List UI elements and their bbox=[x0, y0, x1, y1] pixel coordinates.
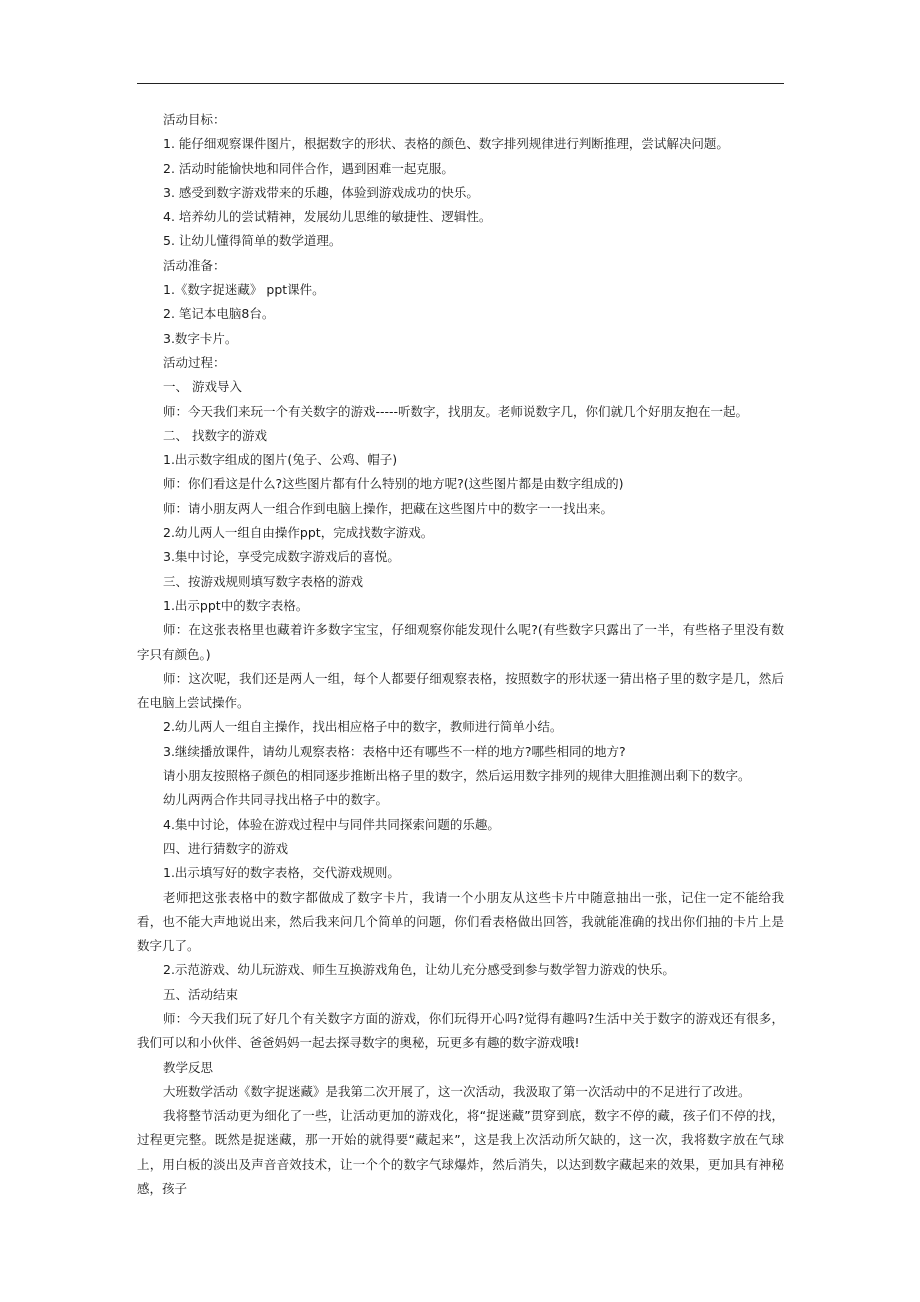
paragraph: 我将整节活动更为细化了一些，让活动更加的游戏化，将“捉迷藏”贯穿到底，数字不停的藏，孩子们不停的找，过程更完整。既然是捉迷藏，那一开始的就得要“藏起来”，这是我上次活动所欠缺的，这一次，我将数字放在气球上，用白板的淡出及声音音效技术，让一个个的数字气球爆炸，然后消失，以达到数字藏起来的效果，更加具有神秘感，孩子 bbox=[137, 1108, 784, 1197]
paragraph: 幼儿两两合作共同寻找出格子中的数字。 bbox=[163, 792, 389, 808]
paragraph: 2.幼儿两人一组自由操作ppt，完成找数字游戏。 bbox=[163, 525, 434, 541]
header-rule bbox=[137, 83, 784, 84]
paragraph: 教学反思 bbox=[163, 1059, 214, 1075]
paragraph: 2. 笔记本电脑8台。 bbox=[163, 306, 275, 322]
paragraph: 1.出示数字组成的图片(兔子、公鸡、帽子) bbox=[163, 452, 398, 468]
paragraph: 4. 培养幼儿的尝试精神，发展幼儿思维的敏捷性、逻辑性。 bbox=[163, 209, 492, 225]
paragraph: 1.《数字捉迷藏》 ppt课件。 bbox=[163, 282, 325, 298]
paragraph: 一、 游戏导入 bbox=[163, 379, 242, 395]
paragraph: 二、 找数字的游戏 bbox=[163, 427, 267, 443]
paragraph: 大班数学活动《数字捉迷藏》是我第二次开展了，这一次活动，我汲取了第一次活动中的不足进行了改进。 bbox=[163, 1083, 751, 1099]
paragraph: 3. 感受到数字游戏带来的乐趣，体验到游戏成功的快乐。 bbox=[163, 184, 479, 200]
paragraph: 2.示范游戏、幼儿玩游戏、师生互换游戏角色，让幼儿充分感受到参与数学智力游戏的快乐。 bbox=[163, 962, 675, 978]
paragraph: 2.幼儿两人一组自主操作，找出相应格子中的数字，教师进行简单小结。 bbox=[163, 719, 563, 735]
paragraph: 3.数字卡片。 bbox=[163, 330, 238, 346]
paragraph: 师：请小朋友两人一组合作到电脑上操作，把藏在这些图片中的数字一一找出来。 bbox=[163, 500, 614, 516]
paragraph: 三、按游戏规则填写数字表格的游戏 bbox=[163, 573, 364, 589]
paragraph: 5. 让幼儿懂得简单的数学道理。 bbox=[163, 233, 342, 249]
paragraph: 4.集中讨论，体验在游戏过程中与同伴共同探索问题的乐趣。 bbox=[163, 816, 500, 832]
paragraph: 老师把这张表格中的数字都做成了数字卡片，我请一个小朋友从这些卡片中随意抽出一张，记住一定不能给我看，也不能大声地说出来，然后我来问几个简单的问题，你们看表格做出回答，我就能准确的找出你们抽的卡片上是数字几了。 bbox=[137, 889, 784, 954]
paragraph: 五、活动结束 bbox=[163, 986, 239, 1002]
paragraph: 活动过程： bbox=[163, 354, 226, 370]
paragraph: 师：今天我们玩了好几个有关数字方面的游戏，你们玩得开心吗?觉得有趣吗?生活中关于数字的游戏还有很多，我们可以和小伙伴、爸爸妈妈一起去探寻数字的奥秘，玩更多有趣的数字游戏哦! bbox=[137, 1010, 784, 1051]
paragraph: 四、进行猜数字的游戏 bbox=[163, 840, 289, 856]
paragraph: 3.集中讨论，享受完成数字游戏后的喜悦。 bbox=[163, 549, 400, 565]
paragraph: 师：这次呢，我们还是两人一组，每个人都要仔细观察表格，按照数字的形状逐一猜出格子里的数字是几，然后在电脑上尝试操作。 bbox=[137, 670, 784, 711]
paragraph: 请小朋友按照格子颜色的相同逐步推断出格子里的数字，然后运用数字排列的规律大胆推测出剩下的数字。 bbox=[163, 768, 751, 784]
paragraph: 3.继续播放课件，请幼儿观察表格：表格中还有哪些不一样的地方?哪些相同的地方? bbox=[163, 743, 626, 759]
paragraph: 活动准备： bbox=[163, 257, 226, 273]
paragraph: 师：今天我们来玩一个有关数字的游戏-----听数字，找朋友。老师说数字几，你们就几个好朋友抱在一起。 bbox=[163, 403, 749, 419]
paragraph: 师：在这张表格里也藏着许多数字宝宝，仔细观察你能发现什么呢?(有些数字只露出了一半，有些格子里没有数字只有颜色。) bbox=[137, 622, 784, 662]
paragraph: 师：你们看这是什么?这些图片都有什么特别的地方呢?(这些图片都是由数字组成的) bbox=[163, 476, 624, 492]
paragraph: 2. 活动时能愉快地和同伴合作，遇到困难一起克服。 bbox=[163, 160, 454, 176]
paragraph: 1. 能仔细观察课件图片，根据数字的形状、表格的颜色、数字排列规律进行判断推理，尝试解决问题。 bbox=[163, 136, 729, 152]
paragraph: 1.出示填写好的数字表格，交代游戏规则。 bbox=[163, 865, 400, 881]
paragraph: 1.出示ppt中的数字表格。 bbox=[163, 597, 309, 613]
paragraph: 活动目标： bbox=[163, 112, 226, 127]
document-body bbox=[137, 108, 784, 1201]
